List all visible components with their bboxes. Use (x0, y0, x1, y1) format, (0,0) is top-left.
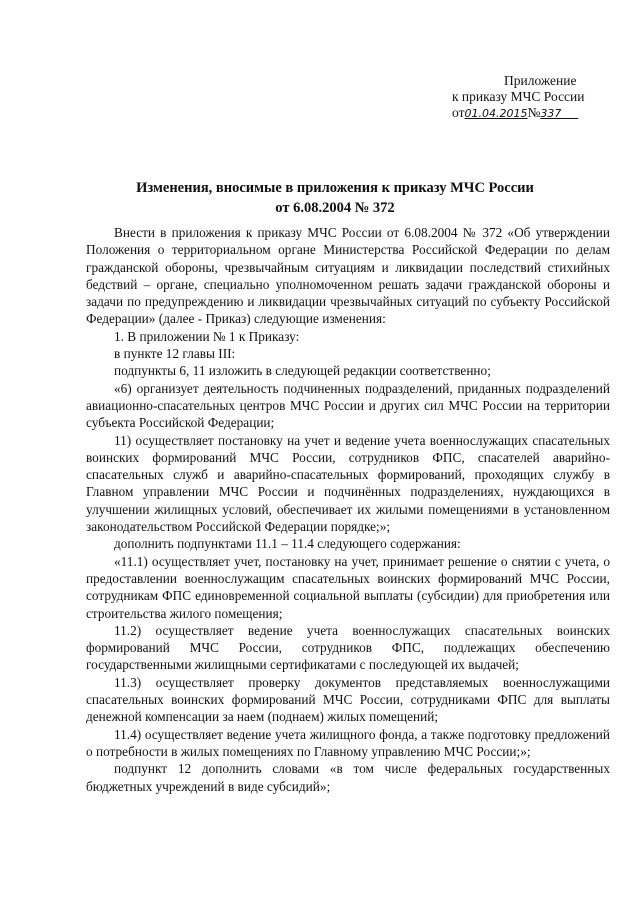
appendix-header (452, 73, 627, 122)
appendix-line-3 (452, 105, 627, 122)
paragraph: «6) организует деятельность подчиненных подразделений, приданных подразделений авиационно-спасательных центров МЧС России и других сил МЧС России на территории субъекта Российской Федерации; (86, 380, 610, 431)
paragraph: 11.3) осуществляет проверку документов представляемых военнослужащими спасательных воинских формирований МЧС России, сотрудниками ФПС для выплаты денежной компенсации за наем (поднаем) жилых помещений; (86, 674, 610, 725)
appendix-date: 01.04.2015 (464, 107, 528, 120)
document-title (100, 178, 570, 218)
appendix-date-prefix: от (452, 105, 465, 120)
title-line-1: Изменения, вносимые в приложения к приказу МЧС России (136, 180, 534, 196)
paragraph: подпункт 12 дополнить словами «в том числе федеральных государственных бюджетных учреждений в виде субсидий»; (86, 761, 610, 794)
paragraph: в пункте 12 главы III: (114, 346, 236, 362)
appendix-line-1: Приложение (504, 73, 577, 88)
appendix-number-sign: № (527, 105, 541, 120)
title-line-2: от 6.08.2004 № 372 (275, 200, 395, 216)
appendix-line-2: к приказу МЧС России (452, 89, 585, 104)
paragraph: 1. В приложении № 1 к Приказу: (114, 328, 300, 344)
paragraph: Внести в приложения к приказу МЧС России от 6.08.2004 № 372 «Об утверждении Положения о территориальном органе Министерства Российской Федерации по делам гражданской обороны, чрезвычайным ситуациям и ликвидации последствий стихийных бедствий – органе, специально уполномоченном решать задачи гражданской обороны и задачи по предупреждению и ликвидации чрезвычайных ситуаций по субъекту Российской Федерации» (далее - Приказ) следующие изменения: (86, 225, 610, 327)
paragraph: дополнить подпунктами 11.1 – 11.4 следующего содержания: (114, 536, 461, 552)
paragraph: 11) осуществляет постановку на учет и ведение учета военнослужащих спасательных воинских формирований МЧС России, сотрудников ФПС, спасателей аварийно-спасательных служб и аварийно-спасательных формирований, проходящих службу в Главном управлении МЧС России и подчинённых подразделениях, нуждающихся в улучшении жилищных условий, обеспечивает их жилыми помещениями в установленном законодательством Российской Федерации порядке;»; (86, 432, 610, 535)
paragraph: «11.1) осуществляет учет, постановку на учет, принимает решение о снятии с учета, о предоставлении военнослужащим спасательных воинских формирований МЧС России, сотрудникам ФПС единовременной социальной выплаты (субсидии) для приобретения или строительства жилого помещения; (86, 553, 610, 621)
document-body (86, 224, 610, 795)
paragraph: 11.2) осуществляет ведение учета военнослужащих спасательных воинских формирований МЧС России, сотрудников ФПС, подлежащих обеспечению государственными жилищными сертификатами с последующей их выдачей; (86, 622, 610, 673)
appendix-number: 337 (540, 107, 562, 120)
paragraph: подпункты 6, 11 изложить в следующей редакции соответственно; (114, 363, 491, 379)
paragraph: 11.4) осуществляет ведение учета жилищного фонда, а также подготовку предложений о потребности в жилых помещениях по Главному управлению МЧС России;»; (86, 726, 610, 759)
